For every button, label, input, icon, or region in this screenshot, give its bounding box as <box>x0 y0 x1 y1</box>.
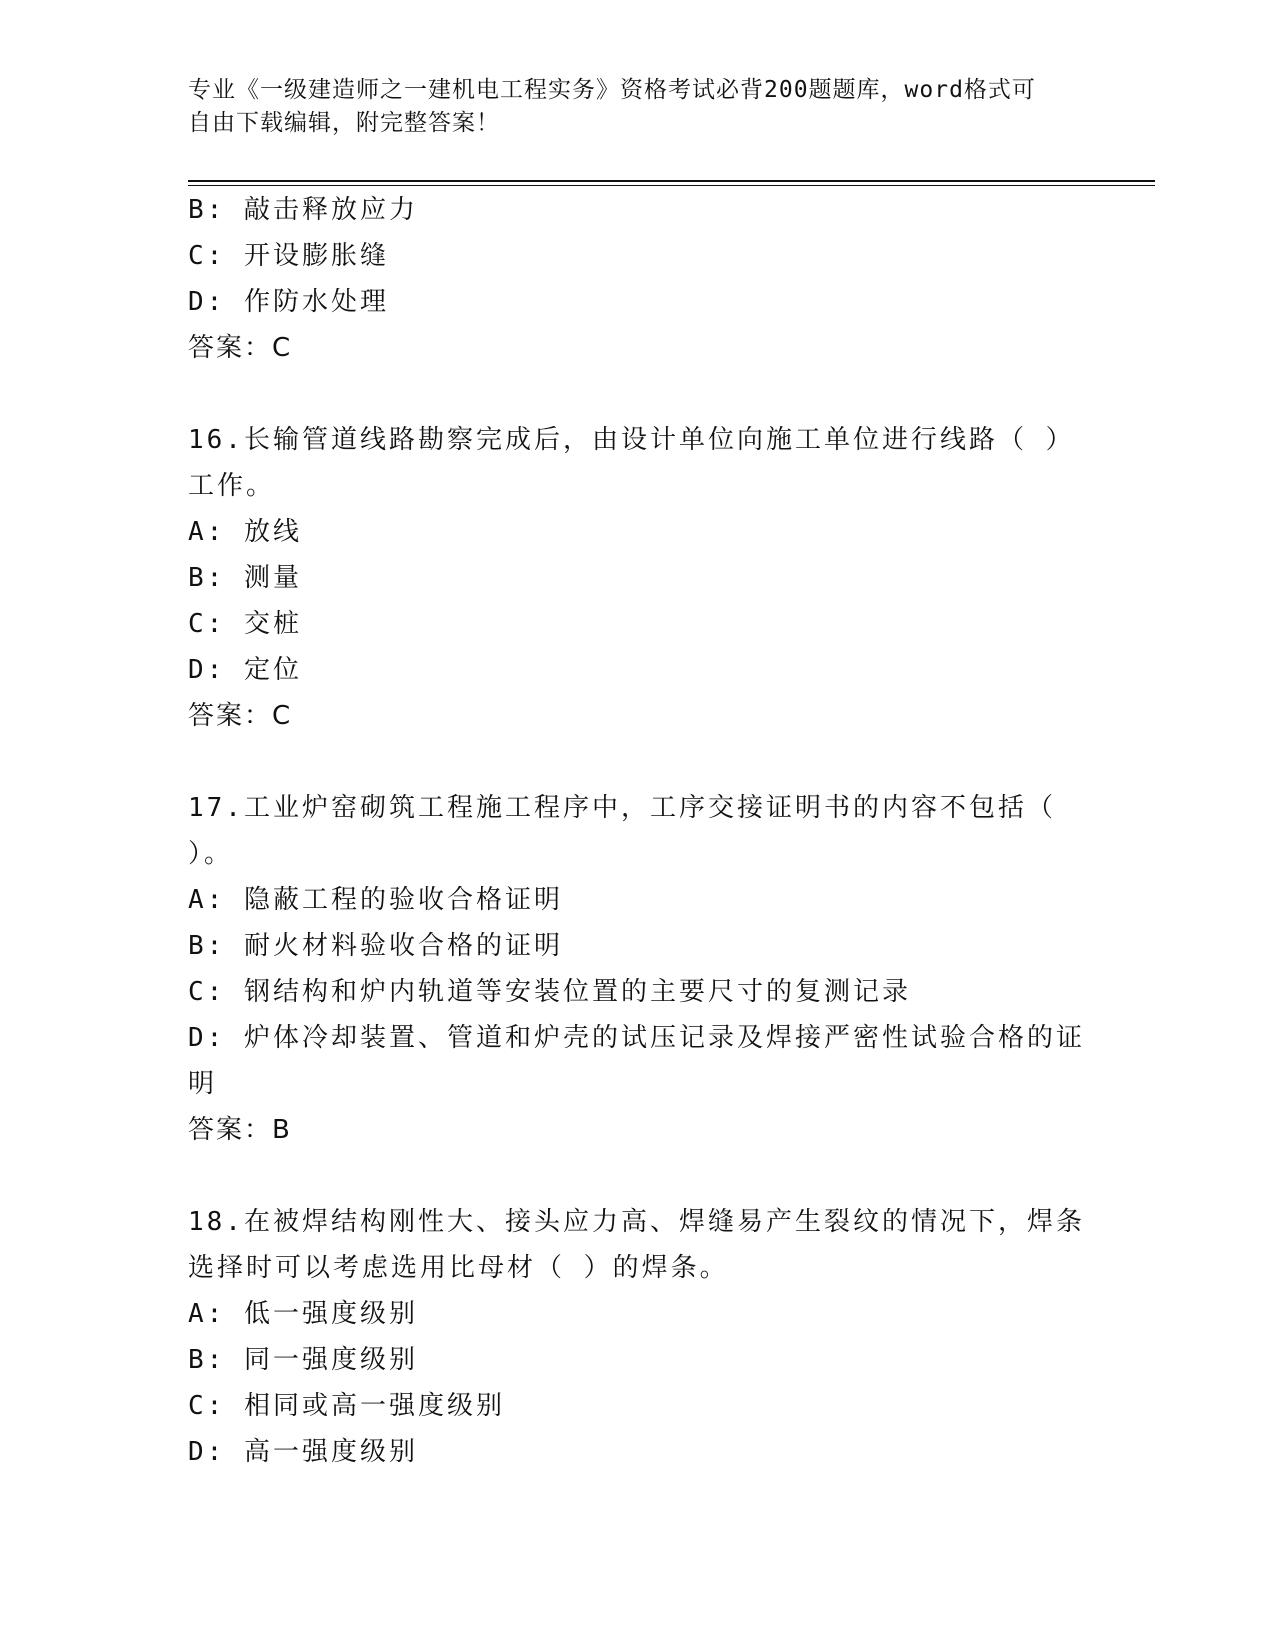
question-18-stem-line-2: 选择时可以考虑选用比母材（ ）的焊条。 <box>188 1253 729 1283</box>
question-18 <box>188 1199 1088 1475</box>
question-16 <box>188 417 1088 739</box>
question-17-option-d-line-2: 明 <box>188 1069 218 1099</box>
question-16-option-a: A: 放线 <box>188 517 302 547</box>
question-16-option-b: B: 测量 <box>188 563 302 593</box>
question-17-stem-line-1: 17.工业炉窑砌筑工程施工程序中，工序交接证明书的内容不包括（ <box>188 793 1056 823</box>
question-18-option-b: B: 同一强度级别 <box>188 1345 418 1375</box>
page-header <box>188 74 1088 140</box>
question-17-option-b: B: 耐火材料验收合格的证明 <box>188 931 563 961</box>
spacer <box>188 1153 1088 1199</box>
question-17 <box>188 785 1088 1153</box>
question-15-option-c: C: 开设膨胀缝 <box>188 241 389 271</box>
question-17-stem-line-2: ）。 <box>188 839 234 869</box>
header-divider-thin <box>188 185 1155 186</box>
question-15-option-b: B: 敲击释放应力 <box>188 195 418 225</box>
question-16-answer: 答案：C <box>188 701 293 731</box>
question-17-answer: 答案：B <box>188 1115 292 1145</box>
spacer <box>188 371 1088 417</box>
question-18-option-d: D: 高一强度级别 <box>188 1437 418 1467</box>
question-list <box>188 187 1088 1475</box>
question-17-option-c: C: 钢结构和炉内轨道等安装位置的主要尺寸的复测记录 <box>188 977 911 1007</box>
header-title-line-1: 专业《一级建造师之一建机电工程实务》资格考试必背200题题库，word格式可 <box>188 77 1036 103</box>
question-15-option-d: D: 作防水处理 <box>188 287 389 317</box>
question-15-continued <box>188 187 1088 371</box>
question-16-stem-line-2: 工作。 <box>188 471 276 501</box>
question-16-stem-line-1: 16.长输管道线路勘察完成后，由设计单位向施工单位进行线路（ ） <box>188 425 1075 455</box>
question-18-option-a: A: 低一强度级别 <box>188 1299 418 1329</box>
question-18-stem-line-1: 18.在被焊结构刚性大、接头应力高、焊缝易产生裂纹的情况下，焊条 <box>188 1207 1085 1237</box>
question-16-option-c: C: 交桩 <box>188 609 302 639</box>
spacer <box>188 739 1088 785</box>
question-17-option-d-line-1: D: 炉体冷却装置、管道和炉壳的试压记录及焊接严密性试验合格的证 <box>188 1023 1085 1053</box>
question-17-option-a: A: 隐蔽工程的验收合格证明 <box>188 885 563 915</box>
question-15-answer: 答案：C <box>188 333 293 363</box>
header-divider-thick <box>188 180 1155 182</box>
question-18-option-c: C: 相同或高一强度级别 <box>188 1391 505 1421</box>
question-16-option-d: D: 定位 <box>188 655 302 685</box>
header-title-line-2: 自由下载编辑，附完整答案！ <box>188 110 500 136</box>
